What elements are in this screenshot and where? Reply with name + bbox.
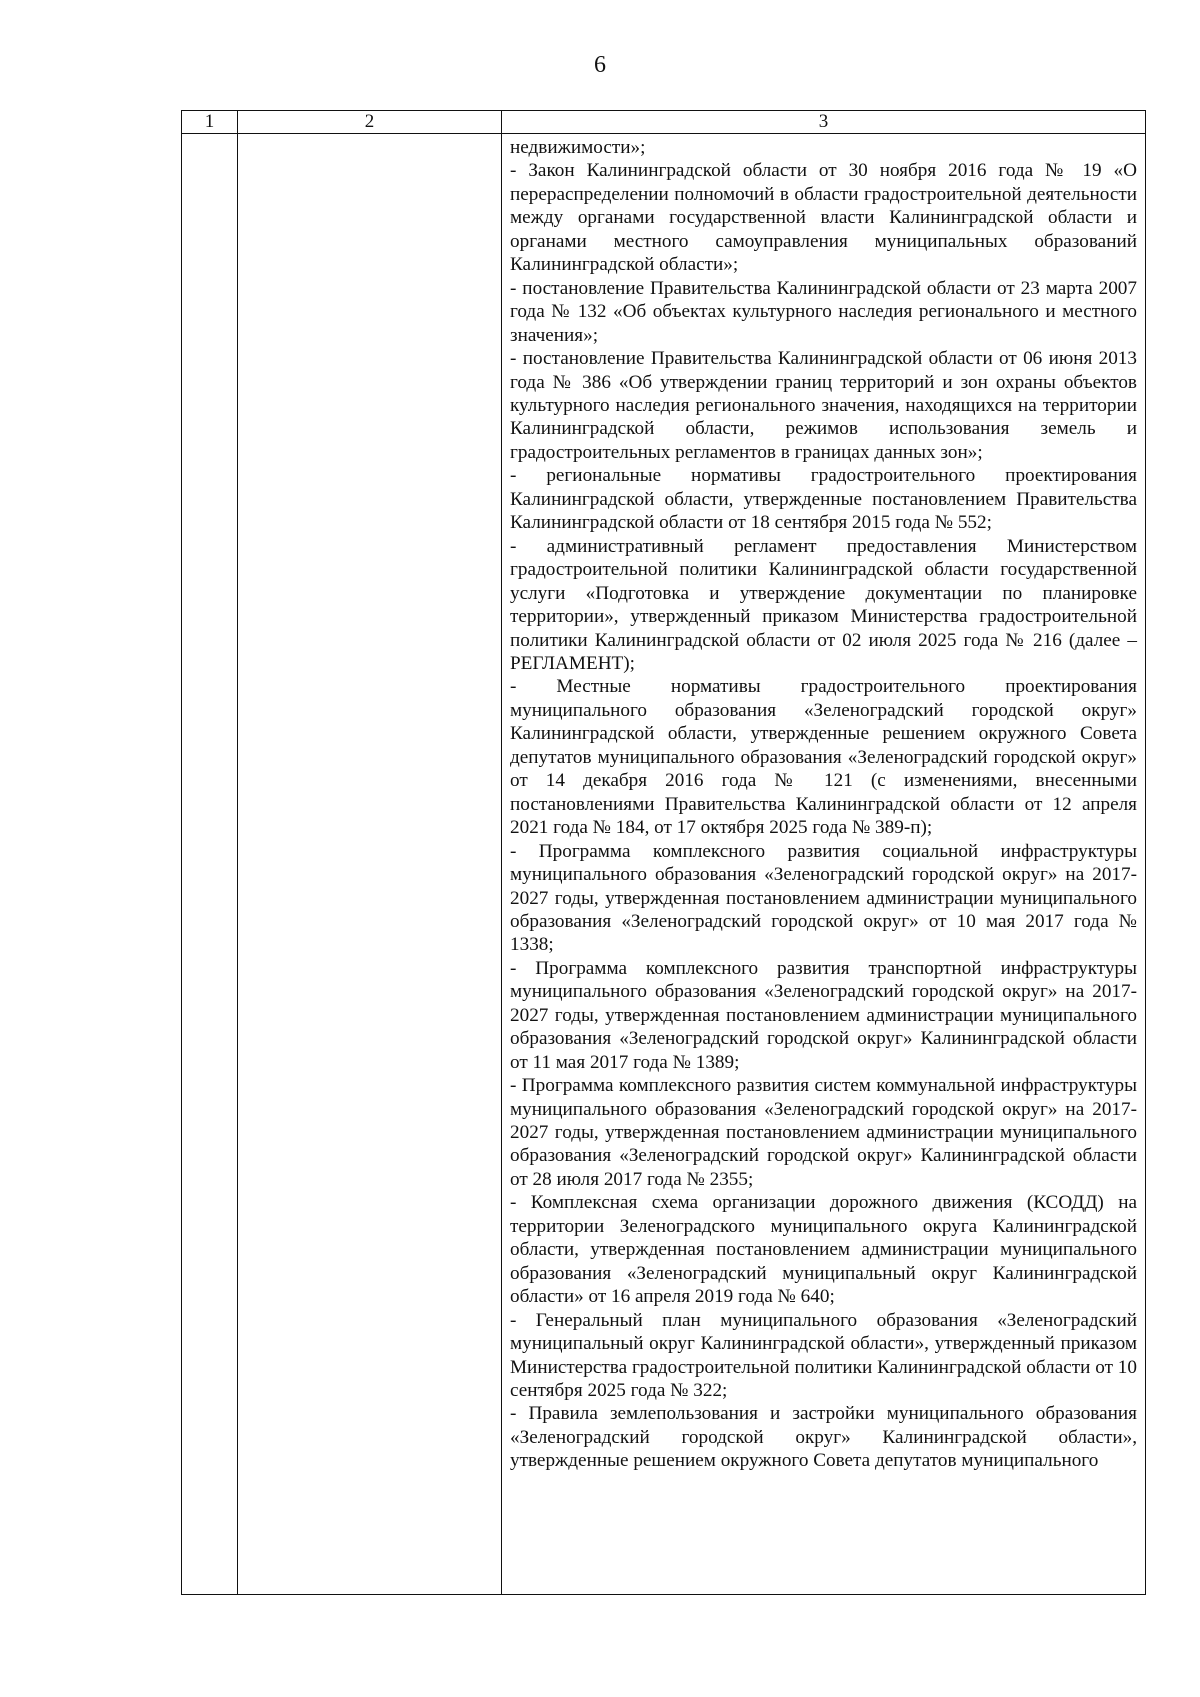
list-item: - постановление Правительства Калининградской области от 23 марта 2007 года № 132 «Об объектах культурного наследия регионального и местного значения»;: [510, 277, 1137, 346]
column-3-cell: [502, 134, 1146, 1595]
list-item: - Местные нормативы градостроительного проектирования муниципального образования «Зеленоградский городской округ» Калининградской области, утвержденные решением окружного Совета депутатов муниципального образования «Зеленоградский городской округ» от 14 декабря 2016 года № 121 (с изменениями, внесенными постановлениями Правительства Калининградской области от 12 апреля 2021 года № 184, от 17 октября 2025 года № 389-п);: [510, 676, 1137, 839]
column-header-3: 3: [502, 111, 1146, 134]
column-header-1: 1: [182, 111, 238, 134]
list-item: - постановление Правительства Калининградской области от 06 июня 2013 года № 386 «Об утверждении границ территорий и зон охраны объектов культурного наследия регионального значения, находящихся на территории Калининградской области, режимов использования земель и градостроительных регламентов в границах данных зон»;: [510, 348, 1137, 463]
column-header-2: 2: [238, 111, 502, 134]
column-2-cell: [238, 134, 502, 1595]
document-table: [181, 110, 1146, 1595]
page-number: 6: [594, 52, 606, 78]
table-header-row: [182, 111, 1146, 134]
list-item: - Правила землепользования и застройки муниципального образования «Зеленоградский городской округ» Калининградской области», утвержденные решением окружного Совета депутатов муниципального: [510, 1403, 1137, 1472]
list-item: - региональные нормативы градостроительного проектирования Калининградской области, утвержденные постановлением Правительства Калининградской области от 18 сентября 2015 года № 552;: [510, 465, 1137, 534]
list-item: - Программа комплексного развития систем коммунальной инфраструктуры муниципального образования «Зеленоградский городской округ» на 2017-2027 годы, утвержденная постановлением администрации муниципального образования «Зеленоградский городской округ» Калининградской области от 28 июля 2017 года № 2355;: [510, 1075, 1137, 1190]
list-item: - Программа комплексного развития социальной инфраструктуры муниципального образования «Зеленоградский городской округ» на 2017-2027 годы, утвержденная постановлением администрации муниципального образования «Зеленоградский городской округ» от 10 мая 2017 года № 1338;: [510, 840, 1137, 956]
list-item: - Комплексная схема организации дорожного движения (КСОДД) на территории Зеленоградского муниципального округа Калининградской области, утвержденная постановлением администрации муниципального образования «Зеленоградский муниципальный округ Калининградской области» от 16 апреля 2019 года № 640;: [510, 1192, 1137, 1308]
list-item: - Закон Калининградской области от 30 ноября 2016 года № 19 «О перераспределении полномочий в области градостроительной деятельности между органами государственной власти Калининградской области и органами местного самоуправления муниципальных образований Калининградской области»;: [510, 160, 1137, 276]
list-item: недвижимости»;: [510, 137, 646, 158]
list-item: - Генеральный план муниципального образования «Зеленоградский муниципальный округ Калининградской области», утвержденный приказом Министерства градостроительной политики Калининградской области от 10 сентября 2025 года № 322;: [510, 1309, 1137, 1402]
list-item: - Программа комплексного развития транспортной инфраструктуры муниципального образования «Зеленоградский городской округ» на 2017-2027 годы, утвержденная постановлением администрации муниципального образования «Зеленоградский городской округ» Калининградской области от 11 мая 2017 года № 1389;: [510, 957, 1137, 1073]
column-1-cell: [182, 134, 238, 1595]
table-row: [182, 134, 1146, 1595]
list-item: - административный регламент предоставления Министерством градостроительной политики Калининградской области государственной услуги «Подготовка и утверждение документации по планировке территории», утвержденный приказом Министерства градостроительной политики Калининградской области от 02 июля 2025 года № 216 (далее – РЕГЛАМЕНТ);: [510, 535, 1137, 674]
